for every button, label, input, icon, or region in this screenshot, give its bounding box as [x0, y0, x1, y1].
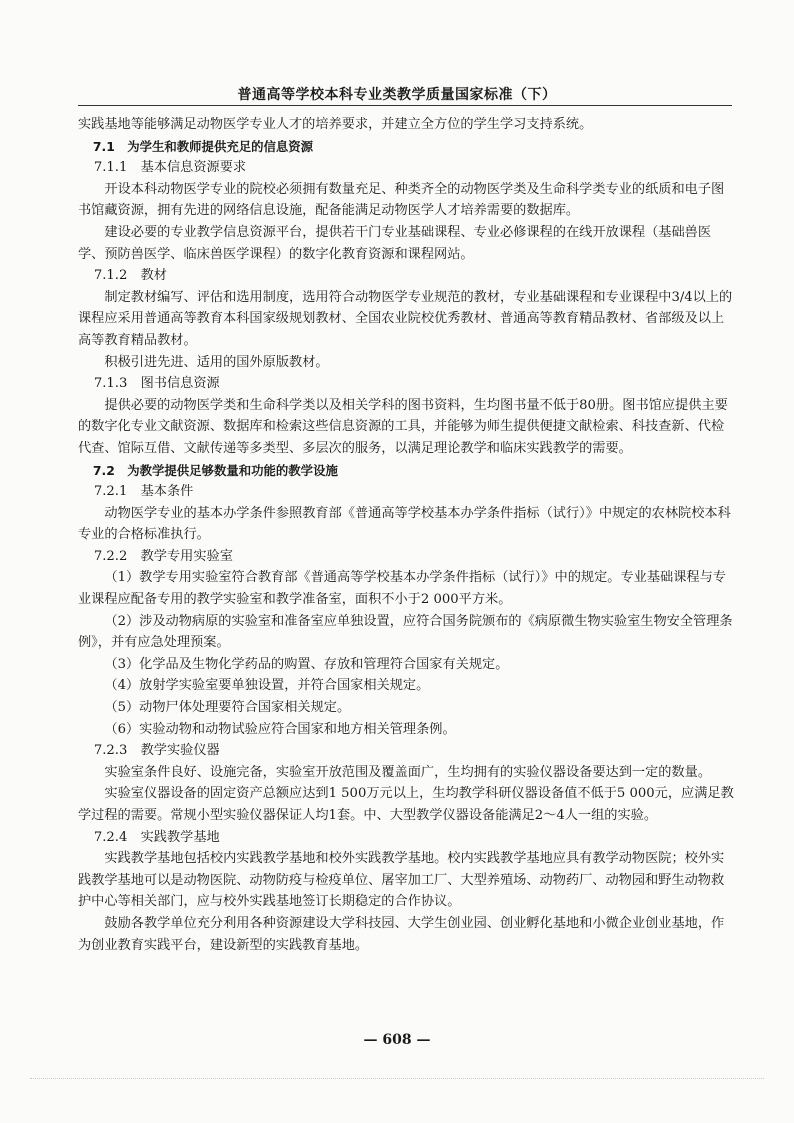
subsection-heading-7-1-1: 7.1.1 基本信息资源要求	[93, 160, 247, 176]
paragraph: 动物医学专业的基本办学条件参照教育部《普通高等学校基本办学条件指标（试行）》中规定的农林院校本科专业的合格标准执行。	[78, 505, 731, 543]
subsection-heading-7-2-4: 7.2.4 实践教学基地	[93, 829, 220, 845]
list-item: （6）实验动物和动物试验应符合国家和地方相关管理条例。	[104, 721, 456, 737]
section-heading-7-1: 7.1 为学生和教师提供充足的信息资源	[92, 138, 314, 154]
paragraph: 开设本科动物医学专业的院校必须拥有数量充足、种类齐全的动物医学类及生命科学类专业的纸质和电子图书馆藏资源，拥有先进的网络信息设施，配备能满足动物医学人才培养需要的数据库。	[78, 181, 725, 219]
list-item: （4）放射学实验室要单独设置，并符合国家相关规定。	[104, 678, 430, 694]
list-item: （5）动物尸体处理要符合国家相关规定。	[104, 700, 351, 716]
subsection-heading-7-1-2: 7.1.2 教材	[93, 268, 167, 284]
paragraph: 建设必要的专业教学信息资源平台，提供若干门专业基础课程、专业必修课程的在线开放课程（基础兽医学、预防兽医学、临床兽医学课程）的数字化教育资源和课程网站。	[78, 224, 712, 262]
subsection-heading-7-2-2: 7.2.2 教学专用实验室	[93, 548, 233, 564]
paragraph: 鼓励各教学单位充分利用各种资源建设大学科技园、大学生创业园、创业孵化基地和小微企业创业基地，作为创业教育实践平台，建设新型的实践教育基地。	[78, 915, 725, 953]
list-item: （2）涉及动物病原的实验室和准备室应单独设置，应符合国务院颁布的《病原微生物实验室生物安全管理条例》，并有应急处理预案。	[78, 613, 733, 651]
header-rule	[78, 105, 732, 106]
subsection-heading-7-1-3: 7.1.3 图书信息资源	[93, 376, 220, 392]
section-heading-7-2: 7.2 为教学提供足够数量和功能的教学设施	[92, 462, 338, 478]
page-body	[78, 114, 734, 956]
paragraph: 制定教材编写、评估和选用制度，选用符合动物医学专业规范的教材，专业基础课程和专业课程中3/4以上的课程应采用普通高等教育本科国家级规划教材、全国农业院校优秀教材、普通高等教育精品教材、省部级及以上高等教育精品教材。	[78, 289, 733, 348]
paragraph: 积极引进先进、适用的国外原版教材。	[104, 354, 329, 370]
paragraph: 实践教学基地包括校内实践教学基地和校外实践教学基地。校内实践教学基地应具有教学动物医院；校外实践教学基地可以是动物医院、动物防疫与检疫单位、屠宰加工厂、大型养殖场、动物药厂、动物园和野生动物救护中心等相关部门，应与校外实践基地签订长期稳定的合作协议。	[78, 851, 725, 910]
subsection-heading-7-2-1: 7.2.1 基本条件	[93, 484, 194, 500]
list-item: （3）化学品及生物化学药品的购置、存放和管理符合国家有关规定。	[104, 656, 509, 672]
paragraph: 实践基地等能够满足动物医学专业人才的培养要求，并建立全方位的学生学习支持系统。	[78, 117, 593, 132]
paragraph: 提供必要的动物医学类和生命科学类以及相关学科的图书资料，生均图书量不低于80册。图书馆应提供主要的数字化专业文献资源、数据库和检索这些信息资源的工具，并能够为师生提供便捷文献检索、科技查新、代检代查、馆际互借、文献传递等多类型、多层次的服务，以满足理论教学和临床实践教学的需要。	[78, 397, 728, 456]
page-number: — 608 —	[363, 1032, 431, 1048]
scan-artifact-line	[30, 1078, 764, 1081]
running-header: 普通高等学校本科专业类教学质量国家标准（下）	[237, 87, 557, 103]
subsection-heading-7-2-3: 7.2.3 教学实验仪器	[93, 743, 220, 759]
paragraph: 实验室仪器设备的固定资产总额应达到1 500万元以上，生均教学科研仪器设备值不低于5 000元，应满足教学过程的需要。常规小型实验仪器保证人均1套。中、大型教学仪器设备能满足2～4人一组的实验。	[78, 786, 734, 823]
list-item: （1）教学专用实验室符合教育部《普通高等学校基本办学条件指标（试行）》中的规定。专业基础课程与专业课程应配备专用的教学实验室和教学准备室，面积不小于2 000平方米。	[78, 570, 726, 608]
paragraph: 实验室条件良好、设施完备，实验室开放范围及覆盖面广，生均拥有的实验仪器设备要达到一定的数量。	[104, 764, 712, 780]
